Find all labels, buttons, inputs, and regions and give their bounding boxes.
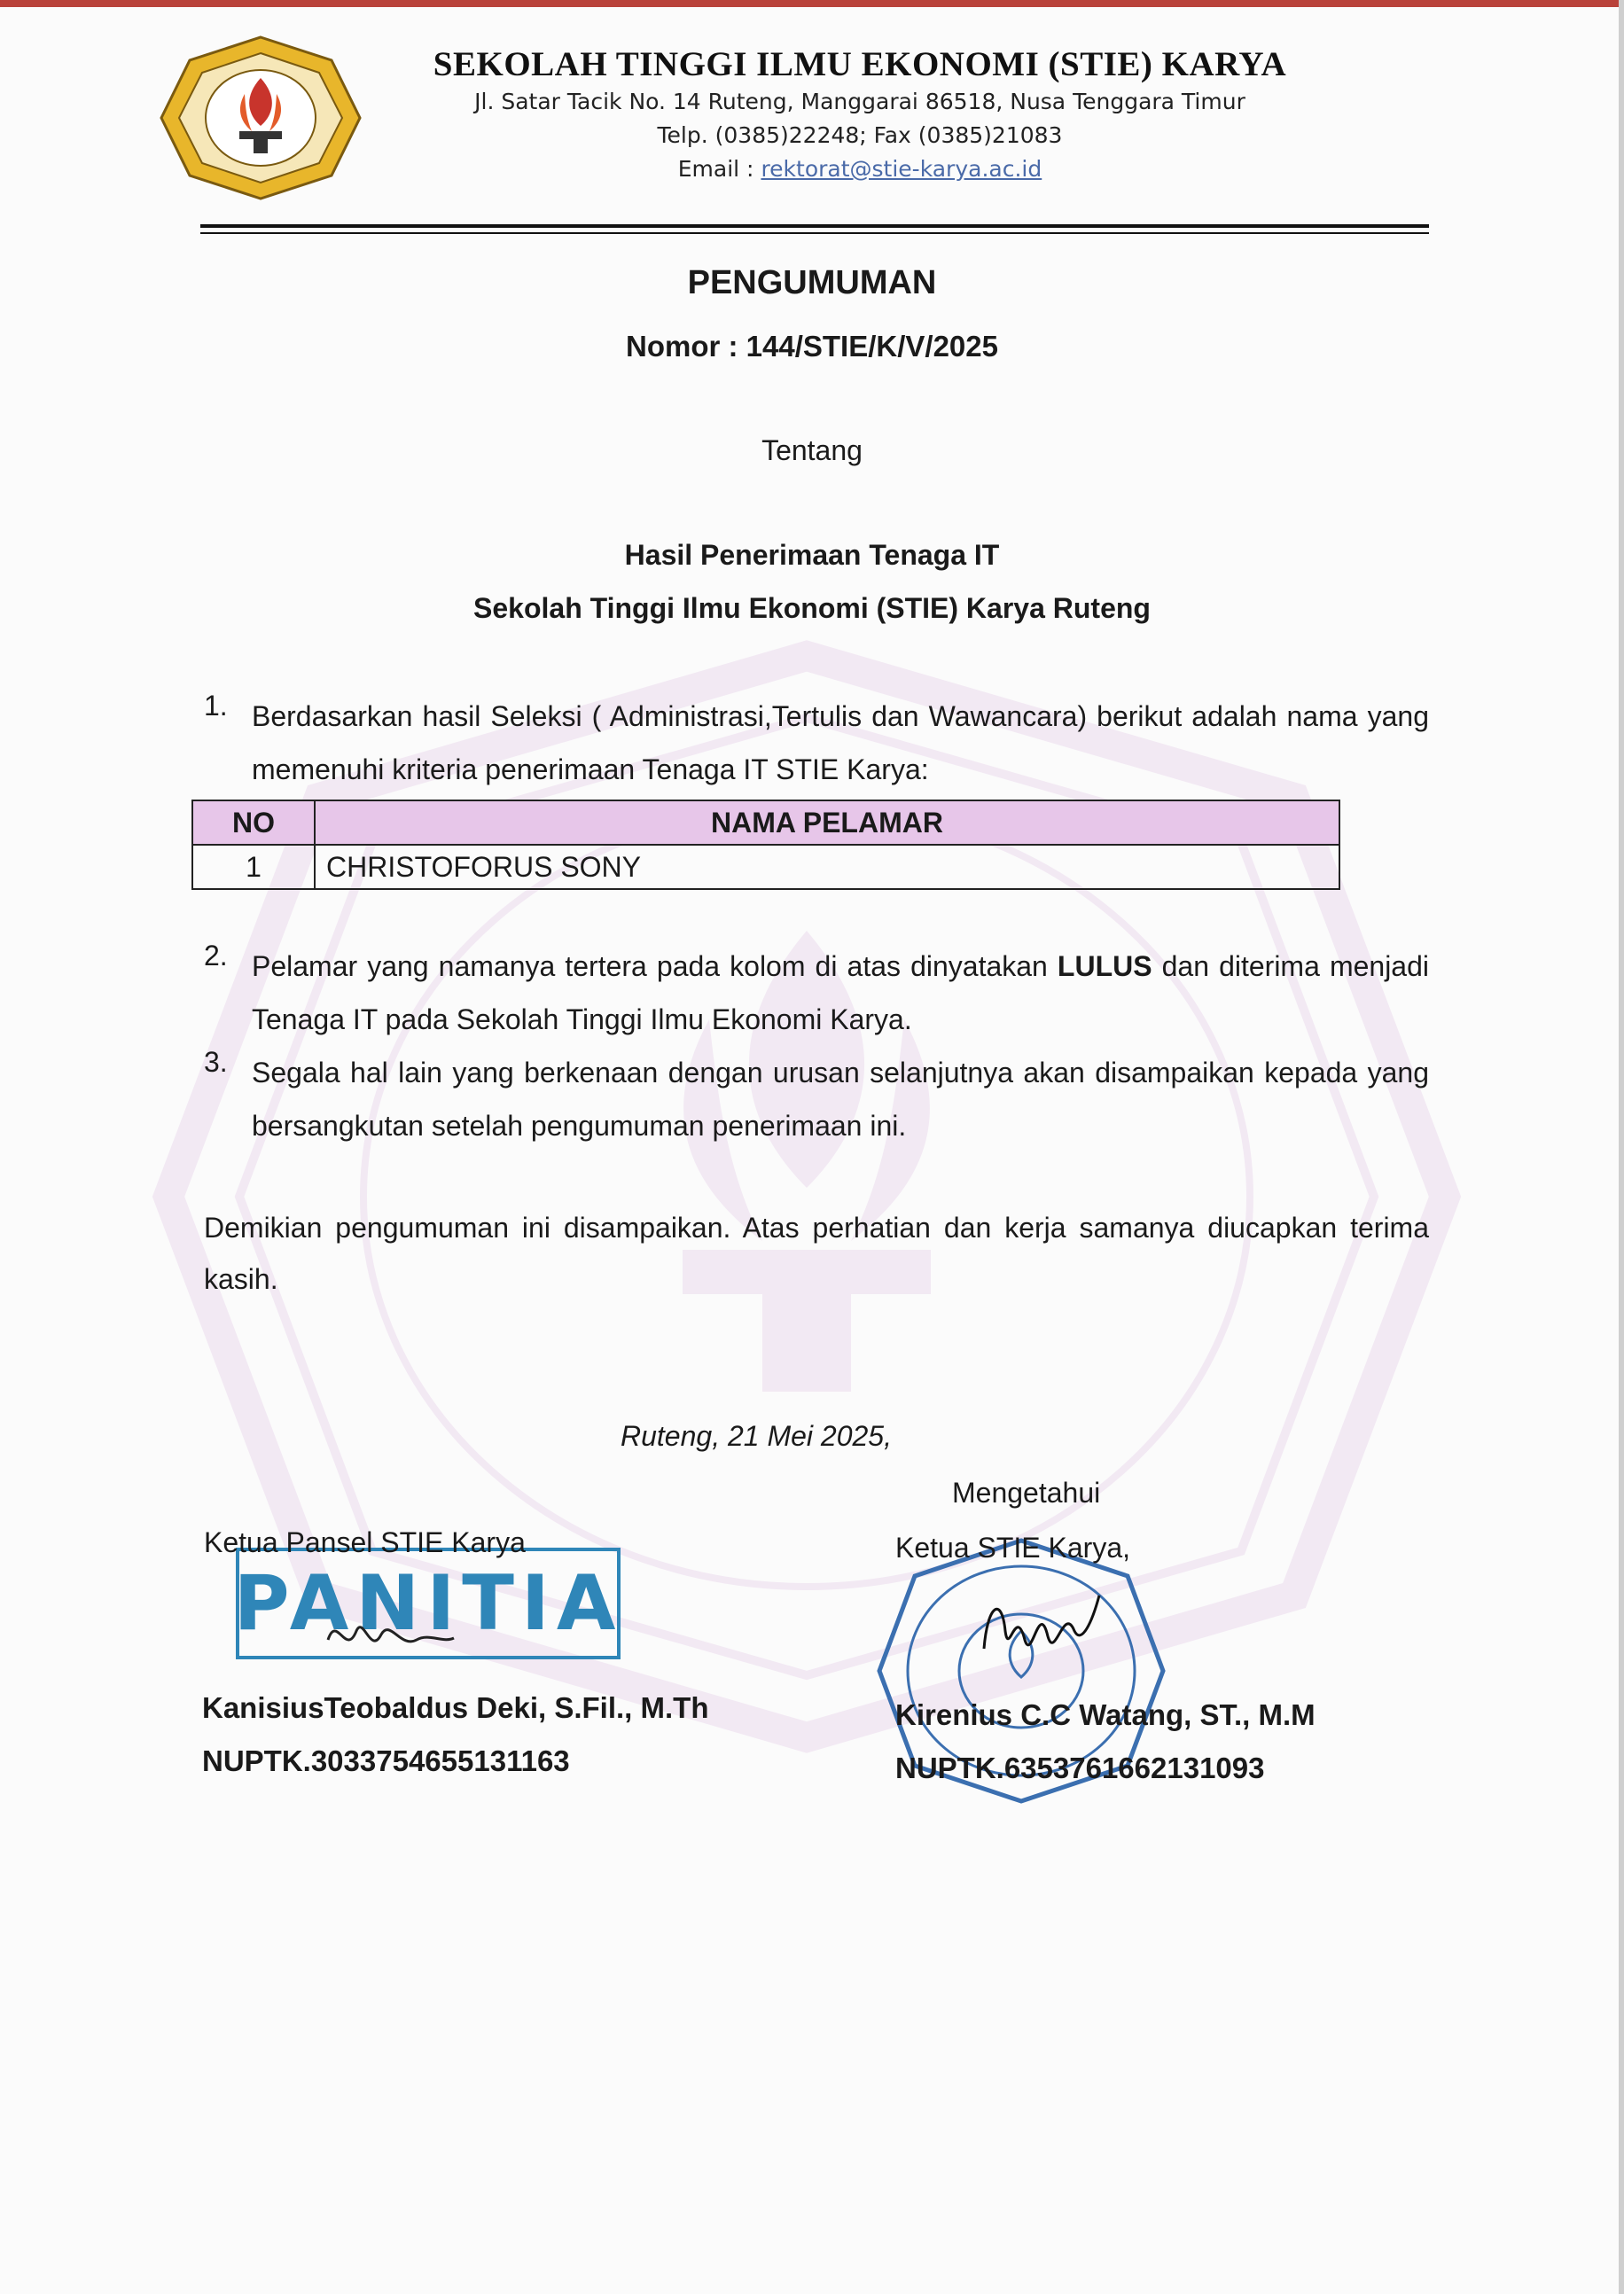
left-signer-role: Ketua Pansel STIE Karya bbox=[204, 1526, 526, 1558]
email-label: Email : bbox=[677, 156, 761, 182]
point-number: 1. bbox=[204, 690, 228, 722]
table-row bbox=[192, 845, 1339, 889]
institution-address: Jl. Satar Tacik No. 14 Ruteng, Manggarai 86518, Nusa Tenggara Timur bbox=[474, 89, 1245, 114]
point-text: Berdasarkan hasil Seleksi ( Administrasi,Tertulis dan Wawancara) berikut adalah nama yang memenuhi kriteria penerimaan Tenaga IT STIE Karya: bbox=[252, 700, 1429, 785]
table-cell-name: CHRISTOFORUS SONY bbox=[315, 845, 1339, 889]
results-table bbox=[191, 800, 1340, 890]
announcement-title: PENGUMUMAN bbox=[687, 264, 937, 301]
right-signer-role: Ketua STIE Karya, bbox=[895, 1532, 1131, 1564]
institution-logo bbox=[158, 34, 363, 202]
passed-status: LULUS bbox=[1057, 950, 1152, 982]
column-header-no: NO bbox=[192, 800, 315, 845]
point-text-part: dan diterima menjadi Tenaga IT pada Sekolah Tinggi Ilmu Ekonomi Karya. bbox=[252, 950, 1430, 1035]
left-signer-name: KanisiusTeobaldus Deki, S.Fil., M.Th bbox=[202, 1691, 709, 1724]
right-signature bbox=[966, 1578, 1108, 1675]
panitia-stamp-text: PANITIA bbox=[233, 1559, 623, 1648]
institution-phone: Telp. (0385)22248; Fax (0385)21083 bbox=[657, 122, 1063, 148]
email-link[interactable]: rektorat@stie-karya.ac.id bbox=[761, 156, 1042, 182]
institution-email-line bbox=[372, 156, 1347, 182]
left-signer-id: NUPTK.3033754655131163 bbox=[202, 1744, 570, 1777]
announcement-about: Tentang bbox=[761, 434, 863, 466]
right-signer-id: NUPTK.6353761662131093 bbox=[895, 1752, 1265, 1784]
institution-name: SEKOLAH TINGGI ILMU EKONOMI (STIE) KARYA bbox=[433, 45, 1287, 83]
announcement-number: Nomor : 144/STIE/K/V/2025 bbox=[626, 330, 998, 363]
left-signature bbox=[319, 1604, 461, 1666]
point-text: Segala hal lain yang berkenaan dengan urusan selanjutnya akan disampaikan kepada yang bersangkutan setelah pengumuman penerimaan ini. bbox=[252, 1057, 1429, 1142]
right-signer-name: Kirenius C.C Watang, ST., M.M bbox=[895, 1698, 1316, 1731]
point-text bbox=[252, 940, 1429, 1046]
page-top-edge bbox=[0, 0, 1624, 7]
acknowledged-label: Mengetahui bbox=[952, 1477, 1101, 1509]
point-number: 2. bbox=[204, 940, 228, 971]
column-header-name: NAMA PELAMAR bbox=[315, 800, 1339, 845]
announcement-subject-line1: Hasil Penerimaan Tenaga IT bbox=[624, 539, 1000, 571]
closing-paragraph: Demikian pengumuman ini disampaikan. Atas perhatian dan kerja samanya diucapkan terima kasih. bbox=[204, 1212, 1429, 1295]
table-header-row bbox=[192, 800, 1339, 845]
point-text-part: Pelamar yang namanya tertera pada kolom di atas dinyatakan bbox=[252, 950, 1058, 982]
header-rule-thick bbox=[200, 224, 1429, 228]
header-rule-thin bbox=[200, 232, 1429, 234]
announcement-subject-line2: Sekolah Tinggi Ilmu Ekonomi (STIE) Karya Ruteng bbox=[473, 592, 1151, 624]
table-cell-no: 1 bbox=[192, 845, 315, 889]
point-number: 3. bbox=[204, 1046, 228, 1078]
place-date: Ruteng, 21 Mei 2025, bbox=[621, 1420, 892, 1452]
